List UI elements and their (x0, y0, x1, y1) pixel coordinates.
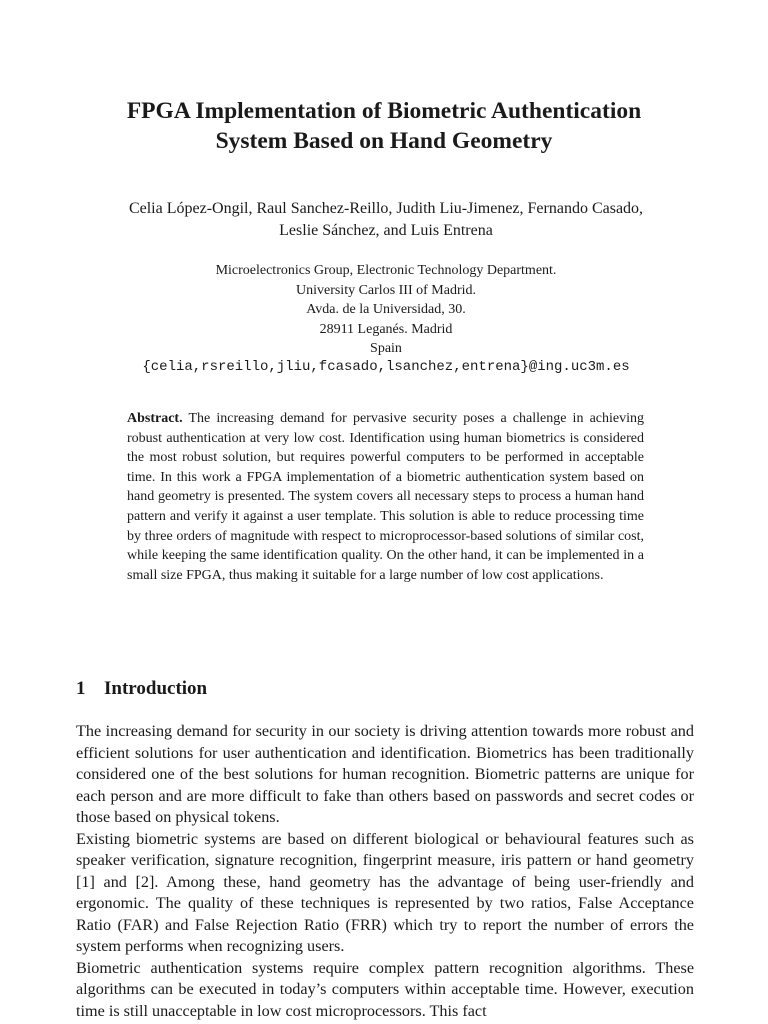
paper-title-line-2: System Based on Hand Geometry (215, 128, 553, 154)
affiliation-line: 28911 Leganés. Madrid (319, 321, 453, 337)
affiliation-line: Avda. de la Universidad, 30. (306, 302, 466, 317)
section-body-introduction (76, 721, 694, 1022)
affiliation-line: Microelectronics Group, Electronic Technology Department. (215, 263, 557, 278)
body-paragraph: Existing biometric systems are based on different biological or behavioural features such as speaker verification, signature recognition, fingerprint measure, iris pattern or hand geometry [1] and [2]. Among these, hand geometry has the advantage of being user-friendly and ergonomic. The quality of these techniques is represented by two ratios, False Acceptance Ratio (FAR) and False Rejection Ratio (FRR) which try to report the number of errors the system performs when recognizing users. (76, 829, 694, 955)
abstract-label: Abstract. (127, 411, 183, 426)
affiliation-line: University Carlos III of Madrid. (295, 282, 477, 298)
affiliation-block (0, 261, 768, 376)
author-list-line-2: Leslie Sánchez, and Luis Entrena (279, 222, 493, 239)
body-paragraph: The increasing demand for security in our society is driving attention towards more robust and efficient solutions for user authentication and identification. Biometrics has been traditionally considered one of the best solutions for human recognition. Biometric patterns are unique for each person and are more difficult to fake than others based on passwords and secret codes or those based on physical tokens. (76, 722, 694, 826)
author-list (0, 198, 768, 242)
paper-title (0, 96, 768, 156)
author-emails: {celia,rsreillo,jliu,fcasado,lsanchez,entrena}@ing.uc3m.es (142, 358, 630, 375)
affiliation-line: Spain (370, 341, 402, 356)
body-paragraph: Biometric authentication systems require complex pattern recognition algorithms. These algorithms can be executed in today’s computers within acceptable time. However, execution time is still unacceptable in low cost microprocessors. This fact (76, 958, 694, 1020)
abstract (127, 409, 644, 585)
paper-title-line-1: FPGA Implementation of Biometric Authentication (126, 98, 642, 124)
author-list-line-1: Celia López-Ongil, Raul Sanchez-Reillo, Judith Liu-Jimenez, Fernando Casado, (128, 200, 644, 217)
section-title: Introduction (104, 678, 208, 699)
section-heading-introduction (76, 676, 207, 702)
abstract-text: The increasing demand for pervasive security poses a challenge in achieving robust authentication at very low cost. Identification using human biometrics is considered the most robust solution, but requires powerful computers to be performed in acceptable time. In this work a FPGA implementation of a biometric authentication system based on hand geometry is presented. The system covers all necessary steps to process a human hand pattern and verify it against a user template. This solution is able to reduce processing time by three orders of magnitude with respect to microprocessor-based solutions of similar cost, while keeping the same identification quality. On the other hand, it can be implemented in a small size FPGA, thus making it suitable for a large number of low cost applications. (127, 411, 645, 583)
section-number: 1 (76, 678, 86, 699)
